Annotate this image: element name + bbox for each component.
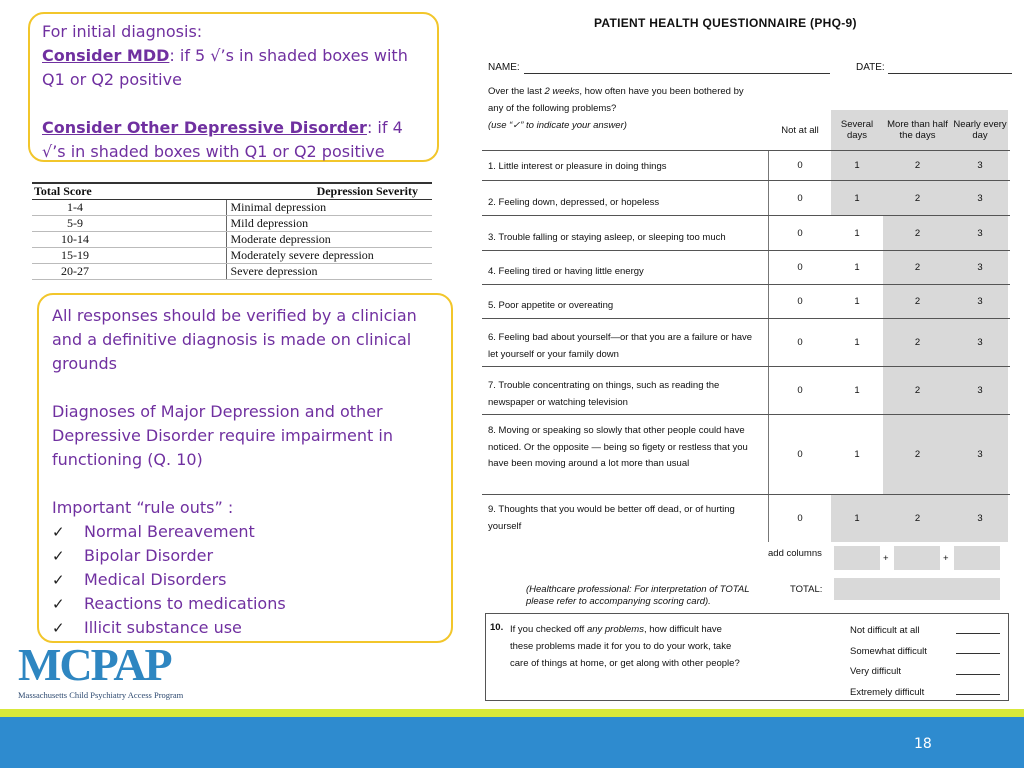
answer-cell[interactable]: 0: [797, 513, 803, 524]
other-text: : if 4 √’s in shaded boxes with Q1 or Q2 positive: [42, 118, 403, 161]
checkmark-icon: ✓: [52, 523, 65, 541]
column-header-nearly-every-day: Nearly every day: [952, 110, 1008, 150]
name-field[interactable]: [524, 73, 830, 74]
q10-option: Extremely difficult: [850, 686, 925, 698]
answer-cell[interactable]: 0: [797, 227, 803, 239]
score-cell: 15-19: [32, 248, 118, 264]
date-label: DATE:: [856, 62, 885, 73]
score-cell: 1-4: [32, 200, 118, 216]
question-row: 2. Feeling down, depressed, or hopeless 0 1 2 3: [482, 180, 1010, 215]
severity-cell: Moderately severe depression: [226, 248, 432, 264]
scoring-note: (Healthcare professional: For interpretation of TOTAL please refer to accompanying scoring card).: [526, 584, 750, 607]
diagnosis-criteria-box: [28, 12, 439, 162]
q10-answer-line[interactable]: [956, 633, 1000, 634]
other-label: Consider Other Depressive Disorder: [42, 118, 367, 137]
total-score-header: Total Score: [32, 183, 226, 200]
date-field[interactable]: [888, 73, 1012, 74]
answer-cell[interactable]: 1: [854, 337, 860, 348]
answer-cell[interactable]: 3: [952, 251, 1008, 284]
rule-outs-heading: Important “rule outs” :: [52, 498, 234, 517]
q10-answer-line[interactable]: [956, 653, 1000, 654]
severity-cell: Minimal depression: [226, 200, 432, 216]
list-item: ✓ Reactions to medications: [52, 592, 441, 616]
score-cell: 5-9: [32, 216, 118, 232]
q10-options: [850, 621, 927, 703]
rule-outs-list: [52, 520, 441, 640]
answer-cell[interactable]: 0: [797, 262, 803, 273]
answer-cell[interactable]: 2: [883, 285, 952, 318]
answer-cell[interactable]: 2: [883, 367, 952, 414]
answer-cell[interactable]: 0: [797, 385, 803, 396]
answer-cell[interactable]: 0: [797, 160, 803, 171]
q10-answer-line[interactable]: [956, 694, 1000, 695]
depression-severity-header: Depression Severity: [226, 183, 432, 200]
checkmark-icon: ✓: [52, 547, 65, 565]
footer-bar: [0, 717, 1024, 768]
answer-cell[interactable]: 2: [883, 495, 952, 542]
impairment-note: Diagnoses of Major Depression and other Depressive Disorder require impairment in functioning (Q. 10): [52, 402, 393, 469]
severity-cell: Severe depression: [226, 264, 432, 280]
total-box[interactable]: [834, 578, 1000, 600]
checkmark-icon: ✓: [52, 619, 65, 637]
column-header-more-than-half: More than half the days: [883, 110, 952, 150]
logo-subtitle: Massachusetts Child Psychiatry Access Program: [18, 690, 184, 700]
question-row: 4. Feeling tired or having little energy 0 1 2 3: [482, 250, 1010, 284]
footer-accent-strip: [0, 709, 1024, 717]
severity-cell: Moderate depression: [226, 232, 432, 248]
answer-cell[interactable]: 3: [952, 319, 1008, 366]
verification-note: All responses should be verified by a clinician and a definitive diagnosis is made on clinical grounds: [52, 306, 417, 373]
question-row: 5. Poor appetite or overeating 0 1 2 3: [482, 284, 1010, 318]
answer-cell[interactable]: 2: [883, 319, 952, 366]
severity-header-row: [32, 183, 432, 200]
answer-cell[interactable]: 1: [831, 151, 883, 180]
impairment-question: [485, 613, 1009, 701]
table-row: [32, 216, 432, 232]
add-columns-label: add columns: [768, 548, 822, 559]
column-sum-box[interactable]: [834, 546, 880, 570]
list-item: ✓ Medical Disorders: [52, 568, 441, 592]
answer-cell[interactable]: 2: [883, 415, 952, 494]
page-number: 18: [914, 736, 932, 752]
list-item: ✓ Illicit substance use: [52, 616, 441, 640]
clinical-notes-box: [37, 293, 453, 643]
column-sum-box[interactable]: [894, 546, 940, 570]
answer-cell[interactable]: 3: [952, 415, 1008, 494]
mdd-label: Consider MDD: [42, 46, 170, 65]
list-item: ✓ Bipolar Disorder: [52, 544, 441, 568]
question-row: 6. Feeling bad about yourself—or that you are a failure or have let yourself or your family down 0 1 2 3: [482, 318, 1010, 366]
answer-cell[interactable]: 3: [952, 151, 1008, 180]
answer-cell[interactable]: 0: [797, 296, 803, 307]
table-row: [32, 232, 432, 248]
answer-cell[interactable]: 2: [883, 251, 952, 284]
answer-cell[interactable]: 2: [883, 151, 952, 180]
list-item: ✓ Normal Bereavement: [52, 520, 441, 544]
answer-cell[interactable]: 3: [952, 285, 1008, 318]
mdd-criterion: [42, 44, 427, 92]
mcpap-logo: [18, 639, 218, 702]
answer-cell[interactable]: 2: [883, 216, 952, 250]
plus-sign: +: [943, 553, 949, 564]
column-header-several-days: Several days: [831, 110, 883, 150]
name-label: NAME:: [488, 62, 520, 73]
q10-answer-line[interactable]: [956, 674, 1000, 675]
question-row: 7. Trouble concentrating on things, such as reading the newspaper or watching television 0 1 2 3: [482, 366, 1010, 414]
table-row: [32, 200, 432, 216]
phq9-form: [482, 0, 1012, 705]
answer-cell[interactable]: 0: [797, 449, 803, 460]
severity-cell: Mild depression: [226, 216, 432, 232]
question-row: 3. Trouble falling or staying asleep, or sleeping too much 0 1 2 3: [482, 215, 1010, 250]
answer-cell[interactable]: 1: [831, 495, 883, 542]
question-row: 8. Moving or speaking so slowly that other people could have noticed. Or the opposite — being so figety or restless that you have been moving around a lot more than usual 0 1 2 3: [482, 414, 1010, 494]
plus-sign: +: [883, 553, 889, 564]
mdd-text: : if 5 √’s in shaded boxes with Q1 or Q2 positive: [42, 46, 408, 89]
answer-cell[interactable]: 3: [952, 367, 1008, 414]
answer-cell[interactable]: 1: [854, 385, 860, 396]
answer-cell[interactable]: 2: [883, 181, 952, 215]
question-row: 9. Thoughts that you would be better off dead, or of hurting yourself 0 1 2 3: [482, 494, 1010, 542]
table-row: [32, 248, 432, 264]
q10-text: If you checked off any problems, how difficult have these problems made it for you to do your work, take care of things at home, or get along with other people?: [510, 624, 740, 669]
diagnosis-heading: For initial diagnosis:: [42, 22, 203, 41]
question-row: 1. Little interest or pleasure in doing things 0 1 2 3: [482, 150, 1010, 180]
answer-cell[interactable]: 3: [952, 181, 1008, 215]
name-date-row: [488, 62, 1010, 76]
q10-option: Very difficult: [850, 666, 902, 677]
total-label: TOTAL:: [790, 584, 823, 595]
logo-name: MCPAP: [18, 639, 171, 690]
table-row: [32, 264, 432, 280]
q10-option: Not difficult at all: [850, 625, 920, 636]
q10-number: 10.: [490, 622, 504, 633]
answer-cell[interactable]: 1: [854, 227, 860, 239]
phq9-instruction: (use “✓” to indicate your answer): [488, 120, 627, 131]
score-cell: 10-14: [32, 232, 118, 248]
other-criterion: [42, 116, 427, 164]
checkmark-icon: ✓: [52, 595, 65, 613]
q10-option: Somewhat difficult: [850, 645, 927, 657]
column-sum-box[interactable]: [954, 546, 1000, 570]
phq9-title: PATIENT HEALTH QUESTIONNAIRE (PHQ-9): [594, 16, 857, 30]
answer-cell[interactable]: 0: [797, 337, 803, 348]
phq9-intro: Over the last 2 weeks, how often have you been bothered by any of the following problems? (use “✓” to indicate your answer): [488, 86, 744, 131]
answer-cell[interactable]: 1: [831, 181, 883, 215]
answer-cell[interactable]: 3: [952, 495, 1008, 542]
checkmark-icon: ✓: [52, 571, 65, 589]
answer-cell[interactable]: 1: [854, 449, 860, 460]
answer-cell[interactable]: 1: [854, 296, 860, 307]
column-header-not-at-all: Not at all: [781, 124, 819, 136]
answer-cell[interactable]: 0: [797, 192, 803, 204]
score-cell: 20-27: [32, 264, 118, 280]
answer-cell[interactable]: 3: [952, 216, 1008, 250]
severity-table: [32, 182, 432, 280]
answer-cell[interactable]: 1: [854, 262, 860, 273]
